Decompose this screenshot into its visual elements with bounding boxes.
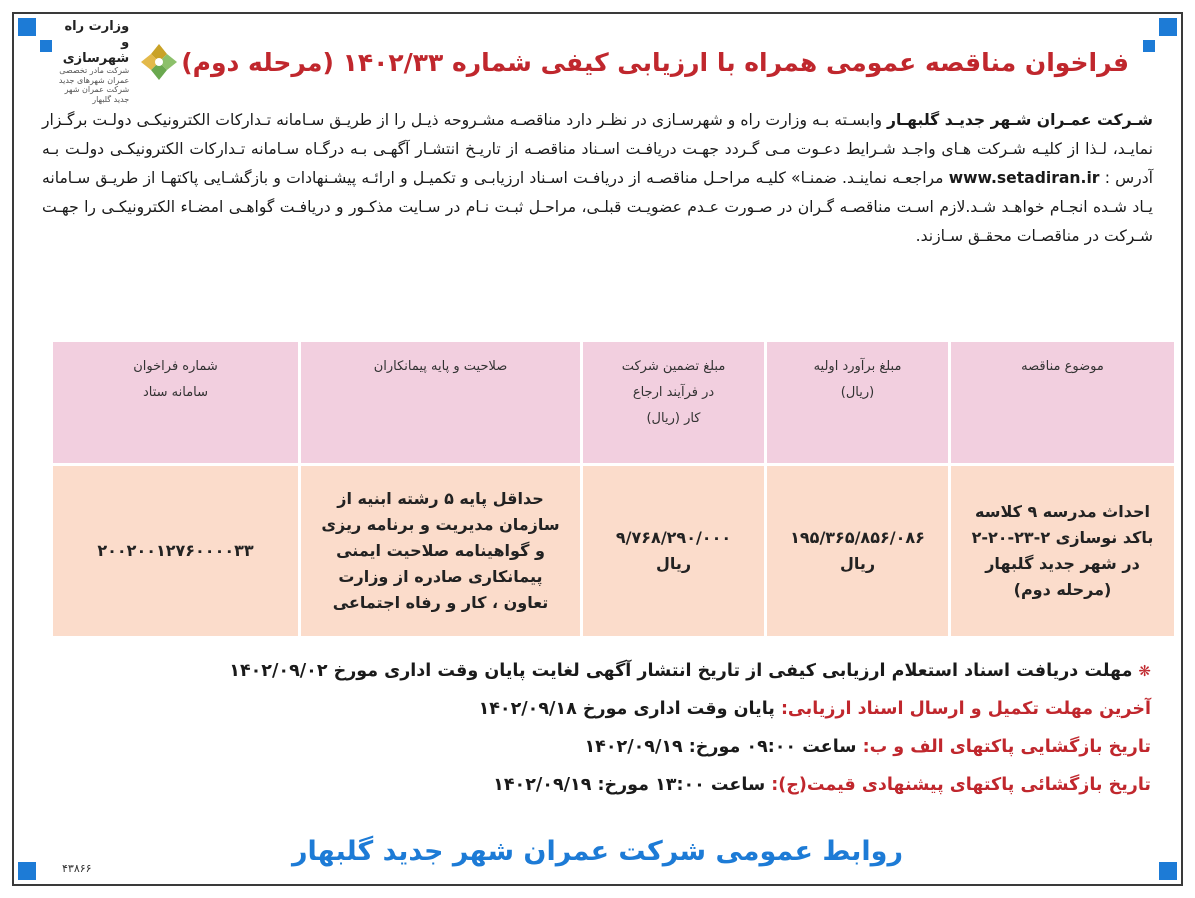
header-setad-code: شماره فراخوان سامانه ستاد: [52, 341, 300, 465]
paragraph-part-2: مراجعـه نماینـد. ضمنـا» کلیـه مراحـل مناقصـه از دریافـت اسـناد ارزیابـی و تکمیـل و ارائـه پیشـنهادات و بازگشـایی پاکتهـا از طریـق سـامانه یـاد شـده انجـام خواهـد شـد.لازم اسـت مناقصـه گـران در صـورت عـدم عضویـت قبلـی، مراحـل ثبـت نـام در سـایت مذکـور و دریافـت گواهـی امضـاء الکترونیکـی را جهـت شـرکت در مناقصـات محقـق سـازند.: [42, 169, 1153, 245]
ad-title: فراخوان مناقصه عمومی همراه با ارزیابی کیفی شماره ۱۴۰۲/۳۳ (مرحله دوم): [181, 47, 1129, 77]
cell-estimate: ۱۹۵/۳۶۵/۸۵۶/۰۸۶ ریال: [766, 465, 950, 638]
note-submission-deadline: آخرین مهلت تکمیل و ارسال اسناد ارزیابی: پایان وقت اداری مورخ ۱۴۰۲/۰۹/۱۸: [478, 699, 1151, 719]
company-name: شـرکت عمـران شـهر جدیـد گلبهـار: [887, 111, 1153, 129]
ad-code: ۴۳۸۶۶: [62, 862, 92, 875]
cell-qualification: حداقل پایه ۵ رشته ابنیه از سازمان مدیریت و برنامه ریزی و گواهینامه صلاحیت ایمنی پیمانکاری صادره از وزارت تعاون ، کار و رفاه اجتماعی: [300, 465, 582, 638]
announcement-paragraph: [42, 106, 1153, 251]
ad-frame: [12, 12, 1183, 886]
cell-setad-code: ۲۰۰۲۰۰۱۲۷۶۰۰۰۰۳۳: [52, 465, 300, 638]
logo-line-1: وزارت راه و شهرسازی: [62, 19, 130, 66]
note-document-deadline: ❋مهلت دریافت اسناد استعلام ارزیابی کیفی از تاریخ انتشار آگهی لغایت پایان وقت اداری مورخ ۱۴۰۲/۰۹/۰۲: [229, 661, 1151, 681]
corner-ornament-top-left: [18, 18, 58, 58]
website-link[interactable]: www.setadiran.ir: [948, 169, 1100, 187]
header-estimate: مبلغ برآورد اولیه (ریال): [766, 341, 950, 465]
cell-guarantee: ۹/۷۶۸/۲۹۰/۰۰۰ ریال: [582, 465, 766, 638]
ad-header: [54, 19, 1141, 104]
table-header-row: [52, 341, 1176, 465]
logo-line-2: شرکت مادر تخصصی عمران شهرهای جدید: [58, 66, 130, 85]
ministry-logo: [54, 19, 181, 104]
table-row: [52, 465, 1176, 638]
ministry-emblem-icon: [137, 40, 181, 84]
note-opening-c: تاریخ بازگشائی پاکتهای پیشنهادی قیمت(ج): ساعت ۱۳:۰۰ مورخ: ۱۴۰۲/۰۹/۱۹: [493, 775, 1151, 795]
paragraph-part-1: وابسـته بـه وزارت راه و شهرسـازی در نظـر دارد مناقصـه مشـروحه ذیـل را از طریـق سـامانه تـدارکات الکترونیکـی دولـت برگـزار نمایـد، لـذا از کلیـه شـرکت هـای واجـد شـرایط دعـوت مـی گـردد جهـت دریافـت اسـناد مناقصـه از تاریـخ انتشـار آگهـی بـه درگـاه سـامانه تـدارکات الکترونیکـی دولـت بـه آدرس :: [42, 111, 1153, 187]
deadline-notes: [44, 652, 1151, 804]
corner-ornament-top-right: [1137, 18, 1177, 58]
logo-line-3: شرکت عمران شهر جدید گلبهار: [64, 85, 130, 104]
note-opening-ab: تاریخ بازگشایی پاکتهای الف و ب: ساعت ۰۹:۰۰ مورخ: ۱۴۰۲/۰۹/۱۹: [584, 737, 1151, 757]
public-relations-signature: روابط عمومی شرکت عمران شهر جدید گلبهار: [291, 836, 904, 867]
cell-subject: احداث مدرسه ۹ کلاسه باکد نوسازی ۲-۲۳-۲۰-۲ در شهر جدید گلبهار (مرحله دوم): [950, 465, 1176, 638]
header-subject: موضوع مناقصه: [950, 341, 1176, 465]
asterisk-icon: ❋: [1138, 662, 1151, 680]
tender-table: [50, 339, 1177, 639]
header-qualification: صلاحیت و پایه پیمانکاران: [300, 341, 582, 465]
ministry-logo-text: [54, 19, 129, 104]
header-guarantee: مبلغ تضمین شرکت در فرآیند ارجاع کار (ریال): [582, 341, 766, 465]
